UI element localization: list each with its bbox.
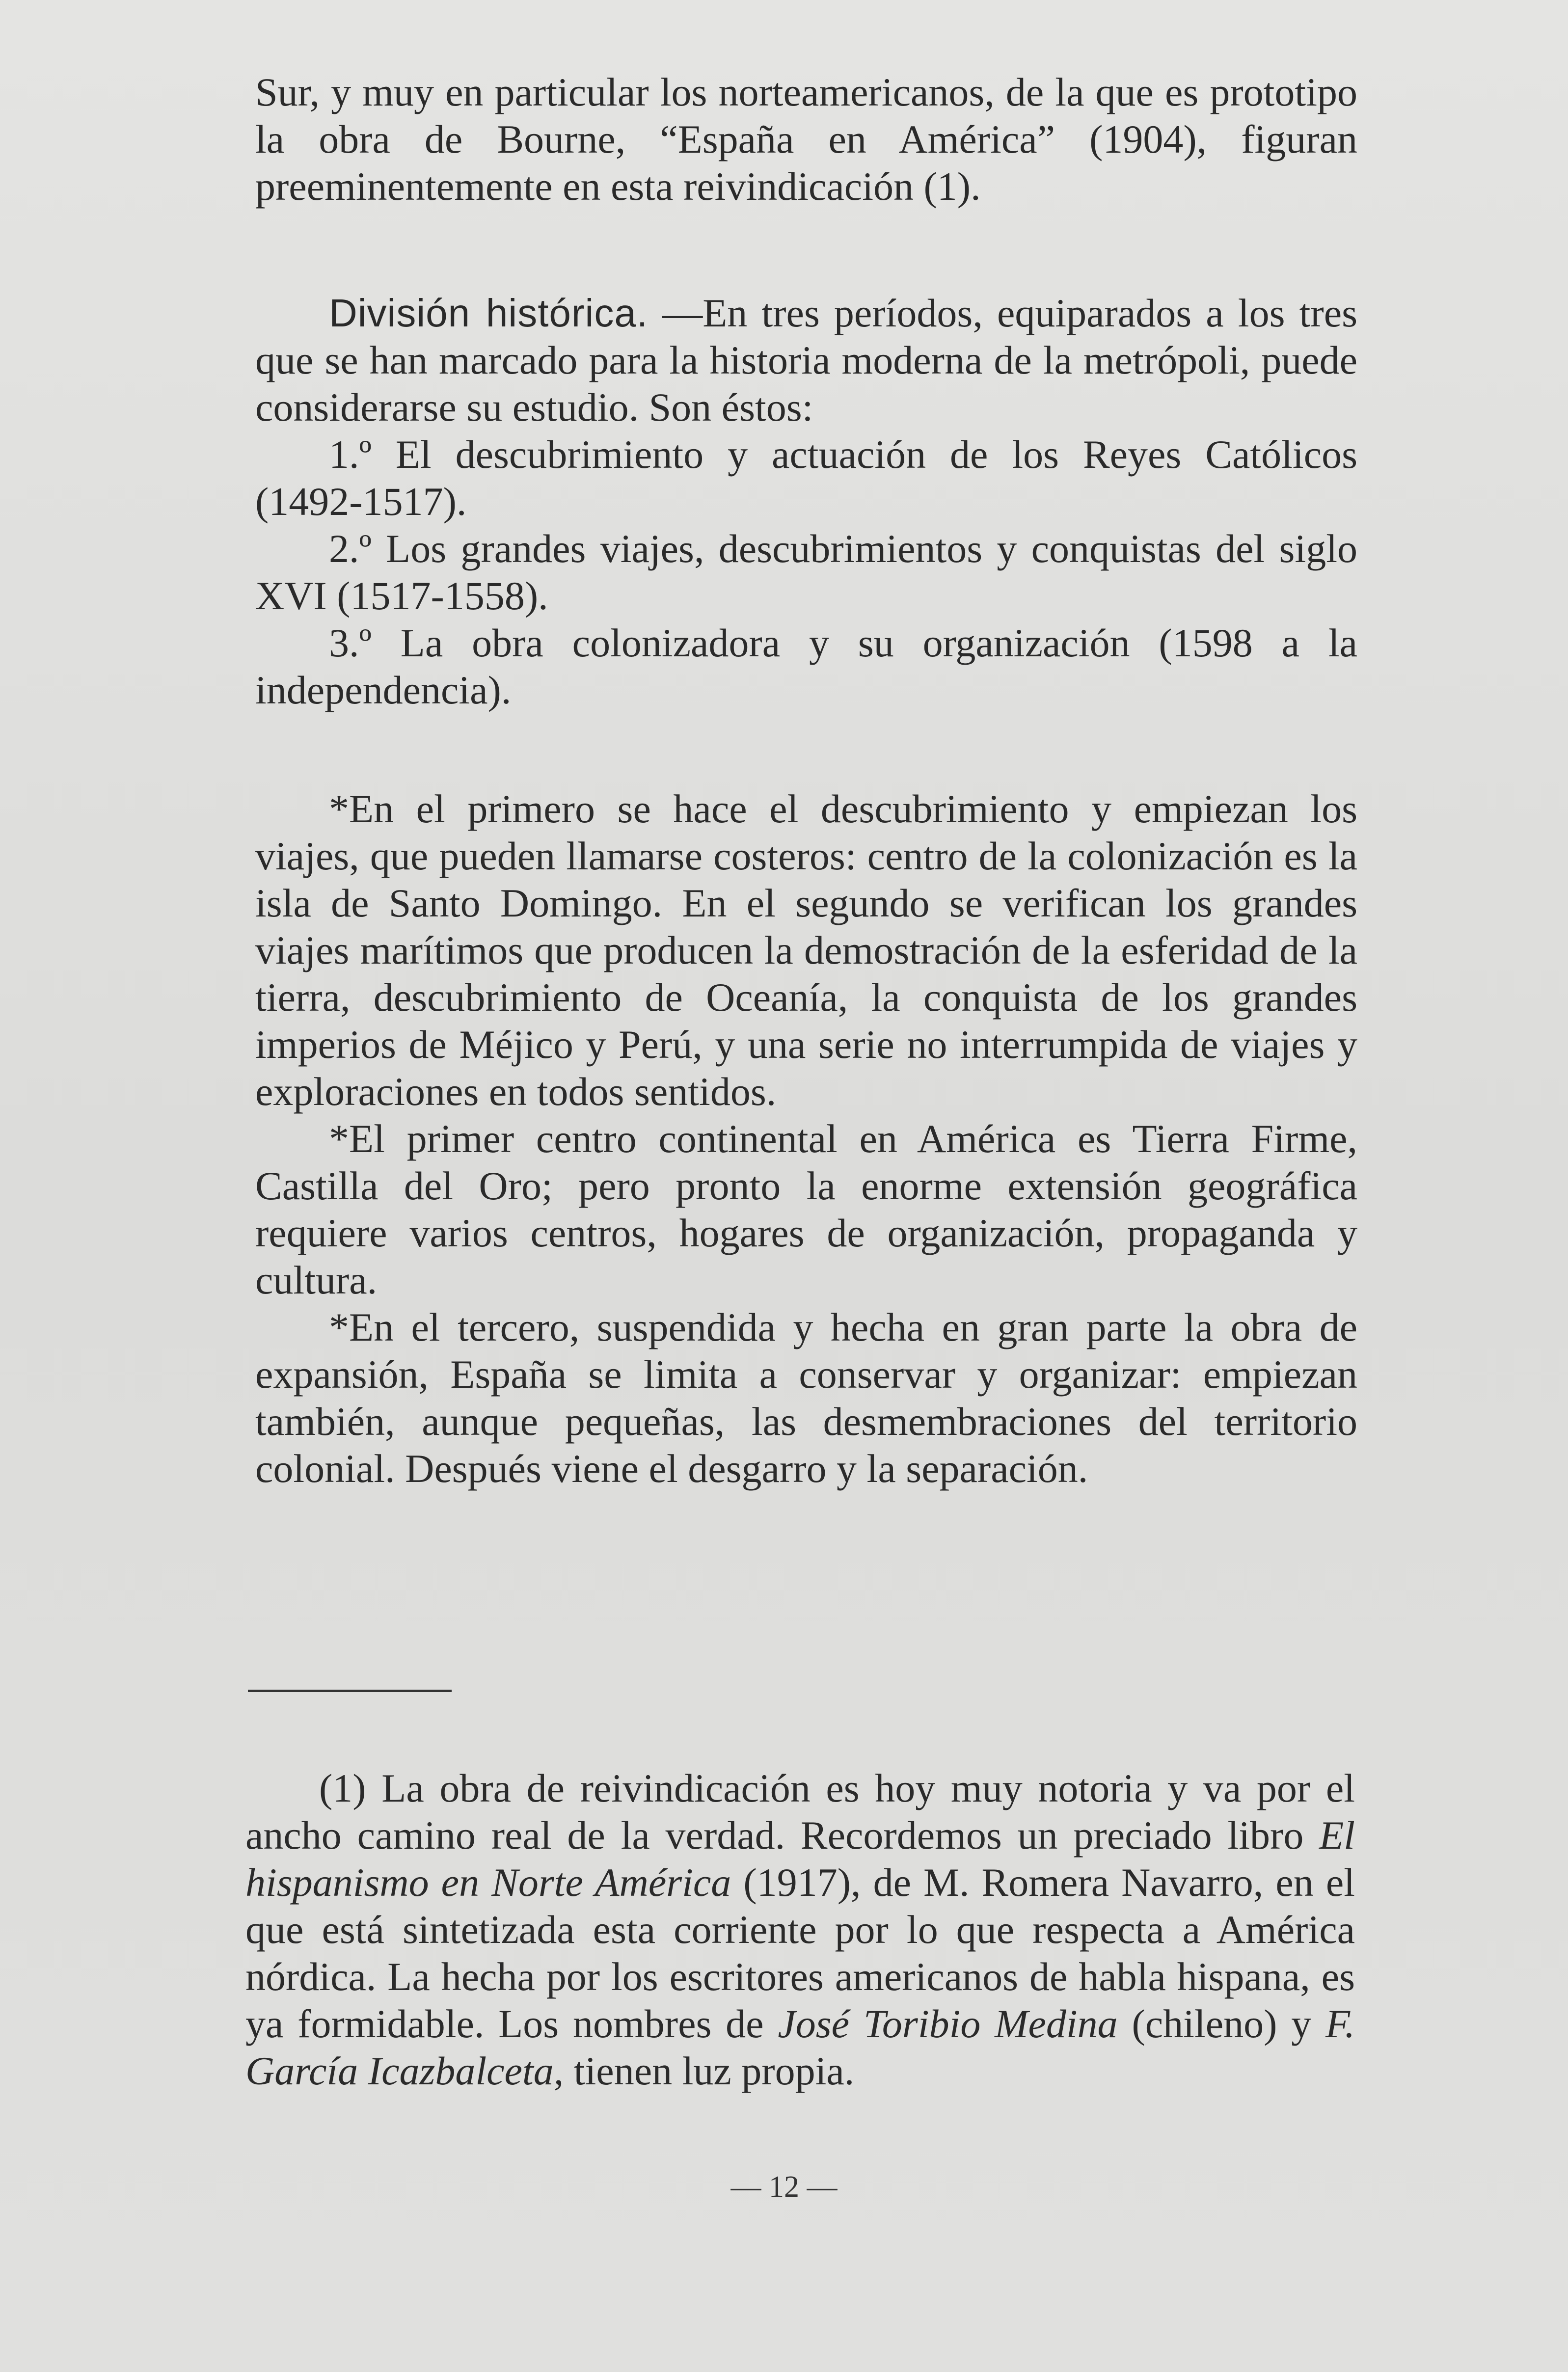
division-paragraph: [255, 290, 1357, 431]
footnote-text: [245, 1765, 1355, 2095]
page-number: — 12 —: [730, 2170, 838, 2204]
division-item-1: 1.º El descubrimiento y actuación de los Reyes Católicos (1492-1517).: [255, 432, 1357, 524]
footnote-part-1: (1) La obra de reivindicación es hoy muy notoria y va por el ancho camino real de la verdad. Recordemos un preciado libro: [245, 1766, 1355, 1858]
footnote-book-title: El hispanismo en Norte América: [245, 1813, 1355, 1905]
footnote-name-garcia: F. García Icazbalceta,: [245, 2001, 1355, 2093]
footnote-part-4: tienen luz propia.: [564, 2049, 855, 2093]
footnote: [245, 1765, 1355, 2095]
paragraph-continental-center: *El primer centro continental en América es Tierra Firme, Castilla del Oro; pero pronto la enorme extensión geográfica requiere varios centros, hogares de organización, propaganda y cultura.: [255, 1116, 1357, 1302]
paragraph-first-period: *En el primero se hace el descubrimiento y empiezan los viajes, que pueden llamarse costeros: centro de la colonización es la isla de Santo Domingo. En el segundo se verifican los grandes viajes marítimos que producen la demostración de la esferidad de la tierra, descubrimiento de Oceanía, la conquista de los grandes imperios de Méjico y Perú, y una serie no interrumpida de viajes y exploraciones en todos sentidos.: [255, 786, 1357, 1114]
footnote-name-medina: José Toribio Medina: [778, 2001, 1118, 2046]
footnote-part-2: (1917), de M. Romera Navarro, en el que está sintetizada esta corriente por lo que respecta a América nórdica. La hecha por los escritores americanos de habla hispana, es ya formidable. Los nombres de: [245, 1860, 1355, 2046]
division-heading: División histórica.: [329, 291, 649, 335]
paragraph-third-period: *En el tercero, suspendida y hecha en gran parte la obra de expansión, España se limita a conservar y organizar: empiezan también, aunque pequeñas, las desmembraciones del territorio colonial. Después viene el desgarro y la separación.: [255, 1305, 1357, 1491]
periods-section: [255, 785, 1357, 1492]
footnote-part-3: (chileno) y: [1117, 2001, 1325, 2046]
intro-text: Sur, y muy en particular los norteamericanos, de la que es prototipo la obra de Bourne, “España en América” (1904), figuran preeminentemente en esta reivindicación (1).: [255, 70, 1357, 209]
division-item-3: 3.º La obra colonizadora y su organización (1598 a la independencia).: [255, 620, 1357, 712]
footnote-separator: [248, 1690, 452, 1692]
division-section: [255, 290, 1357, 714]
division-text: —En tres períodos, equiparados a los tres que se han marcado para la historia moderna de la metrópoli, puede considerarse su estudio. Son éstos:: [255, 291, 1358, 430]
intro-paragraph: [255, 69, 1357, 210]
division-item-2: 2.º Los grandes viajes, descubrimientos y conquistas del siglo XVI (1517-1558).: [255, 526, 1357, 618]
